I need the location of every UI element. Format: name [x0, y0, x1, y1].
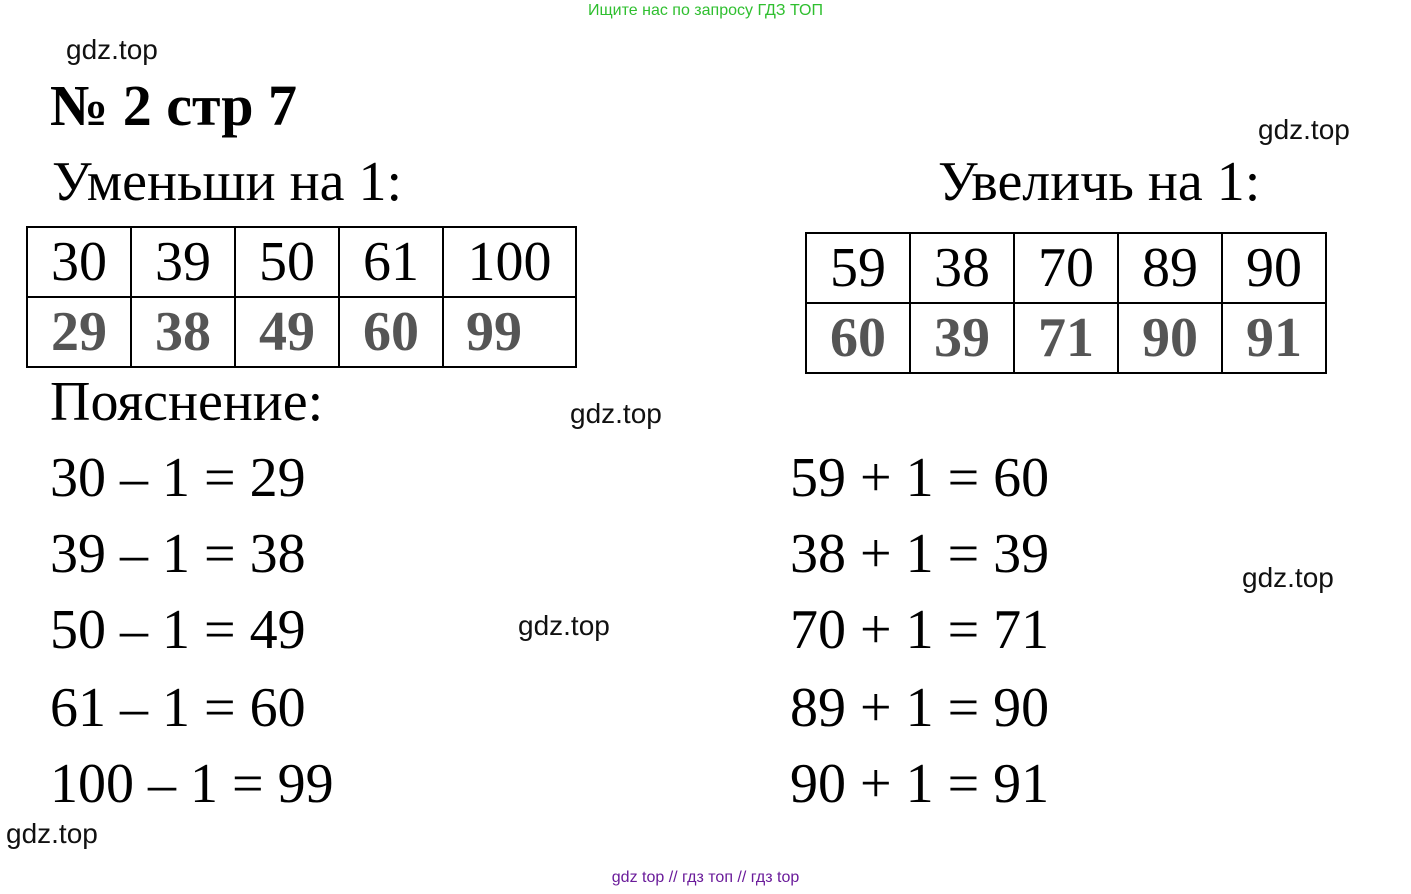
equation-right: 90 + 1 = 91	[790, 753, 1050, 815]
equation-left: 39 – 1 = 38	[50, 523, 306, 585]
table-cell: 61	[339, 227, 443, 297]
equation-left: 100 – 1 = 99	[50, 753, 334, 815]
watermark: gdz.top	[518, 610, 610, 641]
table-cell: 38	[910, 233, 1014, 303]
table-cell: 89	[1118, 233, 1222, 303]
table-cell: 30	[27, 227, 131, 297]
answer-cell: 38	[131, 297, 235, 367]
answer-cell: 60	[339, 297, 443, 367]
table-cell: 70	[1014, 233, 1118, 303]
answer-cell: 39	[910, 303, 1014, 373]
increase-heading: Увеличь на 1:	[938, 151, 1261, 213]
answer-cell: 71	[1014, 303, 1118, 373]
answer-cell: 60	[806, 303, 910, 373]
footer-text: gdz top // гдз топ // гдз top	[611, 869, 800, 886]
table-row	[806, 303, 1326, 373]
page-title: № 2 стр 7	[50, 73, 297, 138]
equation-right: 59 + 1 = 60	[790, 447, 1050, 509]
table-row	[27, 227, 576, 297]
watermark: gdz.top	[1258, 114, 1350, 145]
watermark: gdz.top	[1242, 562, 1334, 593]
decrease-table	[26, 226, 577, 368]
table-cell: 90	[1222, 233, 1326, 303]
explanation-heading: Пояснение:	[50, 371, 324, 433]
answer-cell: 29	[27, 297, 131, 367]
decrease-heading: Уменьши на 1:	[52, 151, 402, 213]
equation-right: 38 + 1 = 39	[790, 523, 1050, 585]
answer-cell: 49	[235, 297, 339, 367]
table-row	[806, 233, 1326, 303]
table-cell: 100	[443, 227, 576, 297]
answer-cell: 99	[443, 297, 576, 367]
equation-left: 30 – 1 = 29	[50, 447, 306, 509]
equation-left: 50 – 1 = 49	[50, 599, 306, 661]
watermark: gdz.top	[66, 34, 158, 65]
equation-right: 70 + 1 = 71	[790, 599, 1050, 661]
watermark: gdz.top	[570, 398, 662, 429]
search-banner: Ищите нас по запросу ГДЗ ТОП	[588, 2, 823, 19]
table-cell: 39	[131, 227, 235, 297]
watermark: gdz.top	[6, 818, 98, 849]
answer-cell: 91	[1222, 303, 1326, 373]
table-cell: 59	[806, 233, 910, 303]
answer-cell: 90	[1118, 303, 1222, 373]
equation-left: 61 – 1 = 60	[50, 677, 306, 739]
table-row	[27, 297, 576, 367]
increase-table	[805, 232, 1327, 374]
equation-right: 89 + 1 = 90	[790, 677, 1050, 739]
table-cell: 50	[235, 227, 339, 297]
